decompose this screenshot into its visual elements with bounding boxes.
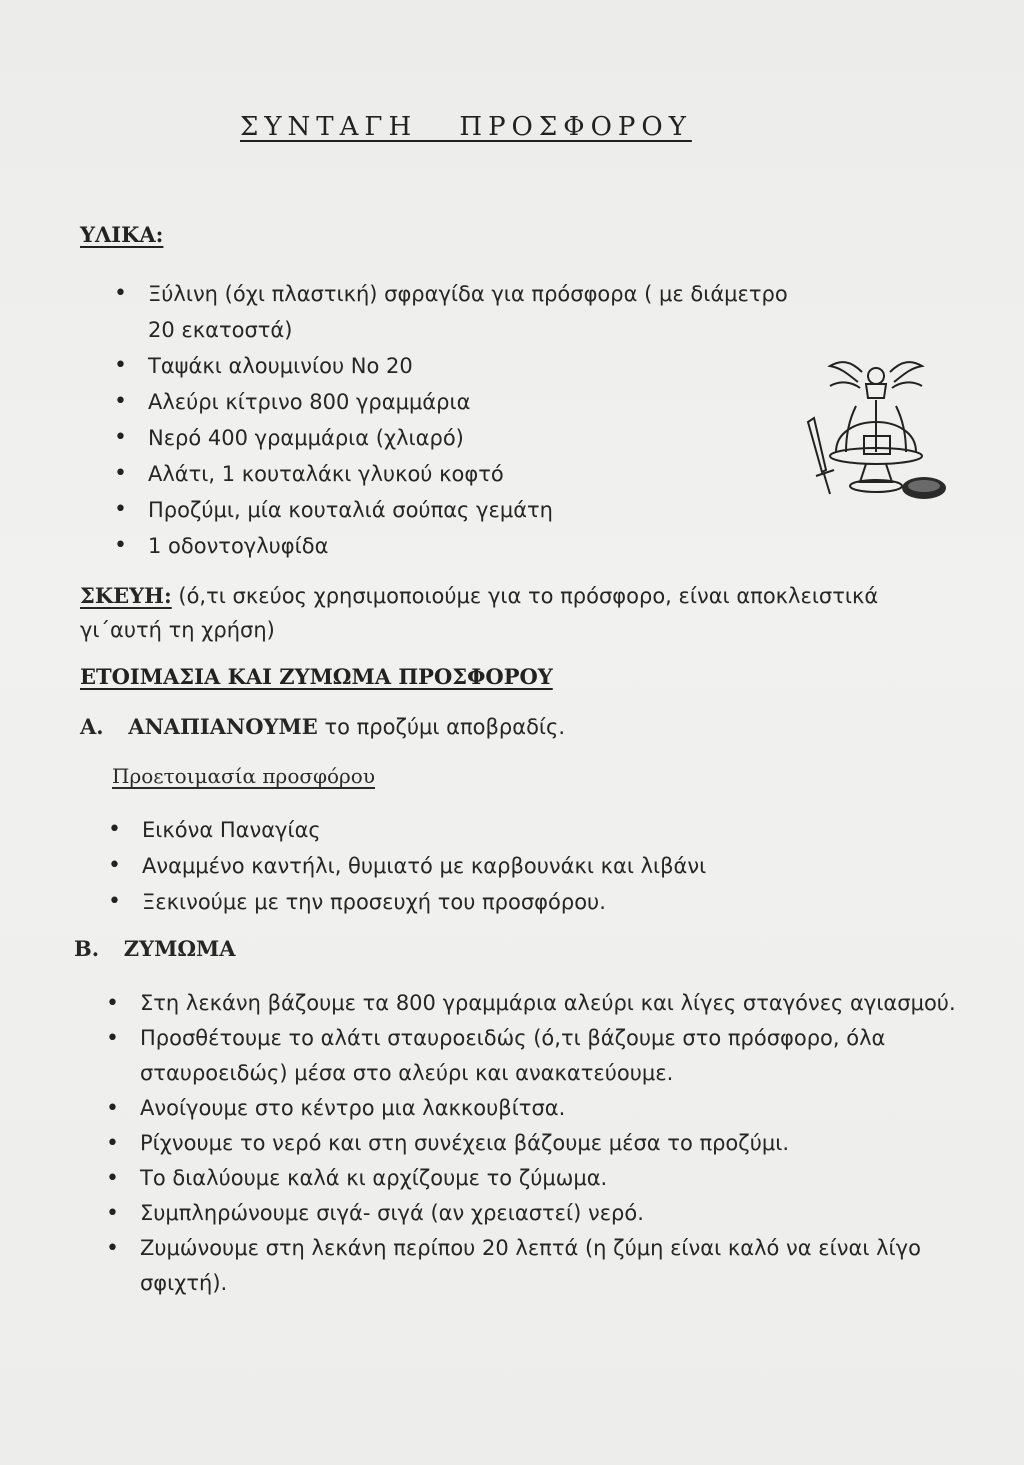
- list-item: • Προσθέτουμε το αλάτι σταυροειδώς (ό,τι βάζουμε στο πρόσφορο, όλα σταυροειδώς) μέσα στο αλεύρι και ανακατεύουμε.: [106, 1021, 966, 1091]
- church-dome-with-angel-and-sword-icon: [800, 352, 952, 512]
- list-item: • Στη λεκάνη βάζουμε τα 800 γραμμάρια αλεύρι και λίγες σταγόνες αγιασμού.: [106, 986, 966, 1021]
- preparation-heading: ΕΤΟΙΜΑΣΙΑ ΚΑΙ ΖΥΜΩΜΑ ΠΡΟΣΦΟΡΟΥ: [80, 664, 553, 689]
- list-item: • Το διαλύουμε καλά κι αρχίζουμε το ζύμωμα.: [106, 1161, 966, 1196]
- list-item: • Ρίχνουμε το νερό και στη συνέχεια βάζουμε μέσα το προζύμι.: [106, 1126, 966, 1161]
- page-title: ΣΥΝΤΑΓΗ ΠΡΟΣΦΟΡΟΥ: [240, 112, 692, 142]
- list-item: • Ταψάκι αλουμινίου Νο 20: [114, 348, 814, 384]
- preparation-list: [108, 812, 968, 920]
- step-a-text: το προζύμι αποβραδίς.: [324, 715, 566, 739]
- step-a: [80, 714, 565, 739]
- ingredients-heading: ΥΛΙΚΑ:: [80, 222, 164, 247]
- step-b-caps: ΖΥΜΩΜΑ: [123, 936, 236, 961]
- step-b: [74, 936, 236, 961]
- step-b-letter: Β.: [74, 936, 100, 961]
- step-a-letter: Α.: [80, 714, 104, 739]
- list-item: • Προζύμι, μία κουταλιά σούπας γεμάτη: [114, 492, 814, 528]
- ingredients-list: [114, 276, 814, 564]
- equipment-paragraph: [80, 579, 960, 647]
- step-a-caps: ΑΝΑΠΙΑΝΟΥΜΕ: [128, 714, 318, 739]
- preparation-sub-heading: Προετοιμασία προσφόρου: [112, 764, 376, 788]
- list-item: • Συμπληρώνουμε σιγά- σιγά (αν χρειαστεί) νερό.: [106, 1196, 966, 1231]
- list-item: • 1 οδοντογλυφίδα: [114, 528, 814, 564]
- list-item: • Αλεύρι κίτρινο 800 γραμμάρια: [114, 384, 814, 420]
- list-item: • Ζυμώνουμε στη λεκάνη περίπου 20 λεπτά (η ζύμη είναι καλό να είναι λίγο σφιχτή).: [106, 1231, 966, 1301]
- list-item: • Αναμμένο καντήλι, θυμιατό με καρβουνάκι και λιβάνι: [108, 848, 968, 884]
- list-item: • Ξύλινη (όχι πλαστική) σφραγίδα για πρόσφορα ( με διάμετρο 20 εκατοστά): [114, 276, 814, 348]
- equipment-text: (ό,τι σκεύος χρησιμοποιούμε για το πρόσφορο, είναι αποκλειστικά γι΄αυτή τη χρήση): [80, 584, 879, 642]
- kneading-list: [106, 986, 966, 1301]
- list-item: • Αλάτι, 1 κουταλάκι γλυκού κοφτό: [114, 456, 814, 492]
- list-item: • Εικόνα Παναγίας: [108, 812, 968, 848]
- equipment-heading: ΣΚΕΥΗ:: [80, 583, 172, 608]
- list-item: • Νερό 400 γραμμάρια (χλιαρό): [114, 420, 814, 456]
- list-item: • Ξεκινούμε με την προσευχή του προσφόρου.: [108, 884, 968, 920]
- list-item: • Ανοίγουμε στο κέντρο μια λακκουβίτσα.: [106, 1091, 966, 1126]
